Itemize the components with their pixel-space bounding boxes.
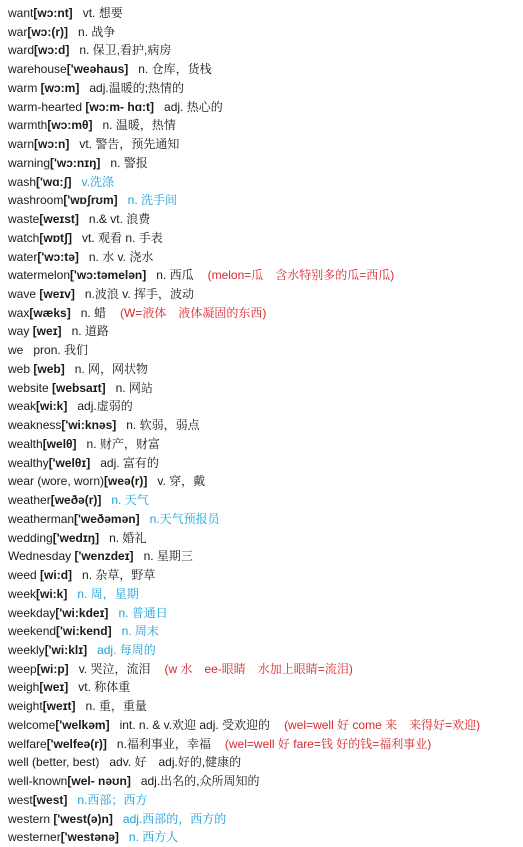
entry-definition: vt. 称体重 [78,680,131,695]
entry-word: welfare [8,736,47,751]
entry-phonetic: [weɪ] [39,680,69,695]
vocab-entry [8,248,520,267]
entry-word: watermelon [8,268,71,283]
entry-phonetic: [weɪt] [42,699,76,714]
entry-phonetic: ['wi:klɪ] [44,642,88,657]
vocab-entry [8,416,520,435]
entry-word: weekly [8,642,45,657]
entry-word: westerner [8,830,61,845]
entry-phonetic: ['wɔ:nɪŋ] [50,155,101,170]
entry-phonetic: [weðə(r)] [50,493,102,508]
entry-word: waste [8,212,40,227]
entry-word: ward [8,43,35,58]
entry-phonetic: [weɪst] [39,212,79,227]
entry-word: we [8,343,24,358]
entry-word: weak [8,399,37,414]
vocab-entry [8,379,520,398]
vocab-entry [8,41,520,60]
entry-definition: n. 战争 [78,24,116,39]
entry-word: weakness [8,418,62,433]
entry-word: week [8,586,37,601]
entry-definition: n. 洗手间 [127,193,178,208]
entry-word: weed [8,568,41,583]
entry-definition: adj.虚弱的 [77,399,133,414]
entry-phonetic: [wɔ:nt] [33,6,73,20]
entry-word: west [8,792,33,807]
entry-word: wealthy [8,455,49,470]
entry-definition: n. 蜡 [80,305,107,320]
entry-definition: n. 网站 [115,380,153,395]
entry-phonetic: [wɔ:m- hɑ:t] [85,99,155,114]
vocab-entry [8,360,520,379]
entry-definition: n. 财产，财富 [86,436,160,451]
entry-word: way [8,324,33,339]
entry-word: warm [8,80,41,95]
entry-memory-note: (w 水 ee-眼睛 水加上眼睛=流泪) [164,661,353,676]
entry-word: war [8,24,28,39]
entry-word: wear (wore, worn) [8,474,105,489]
entry-word: well (better, best) [8,755,100,770]
entry-phonetic: ['welkəm] [55,717,110,732]
entry-word: warehouse [8,62,67,77]
entry-phonetic: [weə(r)] [104,474,148,489]
entry-definition: vt. 警告，预先通知 [79,137,180,152]
entry-definition: n. 西瓜 [156,268,194,283]
entry-phonetic: [weɪv] [39,287,75,302]
vocab-entry [8,828,520,847]
entry-definition: n.天气预报员 [149,511,220,526]
vocab-entry [8,79,520,98]
entry-definition: n. 警报 [110,155,148,170]
entry-phonetic: [west] [32,792,68,807]
entry-phonetic: ['weðəmən] [74,511,140,526]
entry-phonetic: ['wi:knəs] [61,418,117,433]
entry-definition: v. 穿，戴 [157,474,206,489]
vocab-entry [8,697,520,716]
entry-definition: adj. 每周的 [97,642,156,657]
entry-phonetic: [weɪ] [32,324,62,339]
entry-phonetic: [wi:p] [36,661,69,676]
entry-phonetic: [wɒtʃ] [39,230,73,245]
vocab-entry [8,397,520,416]
vocab-entry [8,585,520,604]
entry-word: weep [8,661,37,676]
entry-definition: n. 重，重量 [85,699,147,714]
entry-word: weekend [8,624,57,639]
vocab-entry [8,547,520,566]
entry-definition: n. 天气 [111,493,149,508]
entry-definition: n. 网，网状物 [74,361,149,376]
entry-word: warn [8,137,35,152]
vocab-entry [8,753,520,772]
entry-definition: n. 温暖，热情 [102,118,176,133]
entry-definition: adj. 富有的 [100,455,159,470]
entry-phonetic: [wi:k] [36,586,68,601]
entry-word: water [8,249,38,264]
entry-definition: adv. 好 adj.好的,健康的 [109,755,242,770]
entry-word: welcome [8,717,56,732]
vocab-entry [8,641,520,660]
vocab-entry [8,266,520,285]
entry-definition: n. 西方人 [128,830,179,845]
entry-phonetic: [wɔ:(r)] [27,24,69,39]
vocab-entry [8,322,520,341]
vocab-entry [8,135,520,154]
vocab-entry [8,116,520,135]
entry-word: wedding [8,530,53,545]
entry-word: warm-hearted [8,99,86,114]
entry-definition: n. 杂草，野草 [82,568,156,583]
entry-definition: vt. 观看 n. 手表 [82,230,163,245]
entry-phonetic: ['westənə] [60,830,119,845]
entry-definition: pron. 我们 [33,343,89,358]
entry-phonetic: [wɔ:d] [34,43,70,58]
entry-memory-note: (melon=瓜 含水特别多的瓜=西瓜) [207,268,395,283]
entry-word: weight [8,699,43,714]
entry-definition: v. 哭泣，流泪 [78,661,151,676]
vocab-entry [8,435,520,454]
entry-definition: adj. 热心的 [164,99,223,114]
vocab-entry [8,735,520,754]
entry-phonetic: ['wɒʃrʊm] [63,193,118,208]
entry-phonetic: ['wɑ:ʃ] [36,174,72,189]
entry-phonetic: [wel- nəʊn] [67,774,131,789]
vocab-entry [8,341,520,360]
entry-word: wash [8,174,37,189]
vocab-entry [8,491,520,510]
entry-phonetic: [web] [33,361,65,376]
entry-definition: adj.西部的，西方的 [122,811,227,826]
entry-phonetic: [wɔ:mθ] [47,118,93,133]
entry-word: weather [8,493,51,508]
entry-definition: int. n. & v.欢迎 adj. 受欢迎的 [119,717,271,732]
entry-definition: n. 保卫,看护,病房 [79,43,172,58]
entry-word: warning [8,155,51,170]
entry-phonetic: ['welfeə(r)] [46,736,107,751]
entry-word: weekday [8,605,56,620]
vocab-entry [8,210,520,229]
vocab-entry [8,472,520,491]
entry-phonetic: [wi:d] [40,568,73,583]
vocab-entry [8,678,520,697]
vocab-entry [8,4,520,23]
entry-phonetic: ['wi:kend] [56,624,112,639]
vocab-entry [8,622,520,641]
vocab-entry [8,229,520,248]
entry-word: warmth [8,118,48,133]
entry-memory-note: (wel=well 好 come 来 来得好=欢迎) [284,717,481,732]
entry-phonetic: ['wi:kdeɪ] [55,605,109,620]
entry-word: website [8,380,53,395]
vocab-entry [8,772,520,791]
entry-word: Wednesday [8,549,75,564]
entry-phonetic: [wæks] [29,305,71,320]
entry-phonetic: ['wɔ:tə] [37,249,79,264]
entry-word: wax [8,305,30,320]
entry-memory-note: (W=液体 液体凝固的东西) [120,305,267,320]
entry-phonetic: [wɔ:m] [40,80,80,95]
entry-word: want [8,6,34,20]
vocab-entry [8,791,520,810]
vocab-entry [8,191,520,210]
entry-word: wave [8,287,40,302]
vocab-entry [8,154,520,173]
entry-phonetic: ['west(ə)n] [53,811,113,826]
vocab-entry [8,98,520,117]
entry-definition: n.& vt. 浪费 [88,212,151,227]
vocab-entry [8,660,520,679]
entry-phonetic: [wɔ:n] [34,137,70,152]
vocab-entry [8,810,520,829]
vocab-entry [8,716,520,735]
vocab-entry [8,604,520,623]
entry-definition: n. 星期三 [143,549,193,564]
vocab-entry [8,304,520,323]
vocab-entry [8,510,520,529]
vocab-entry [8,285,520,304]
entry-definition: n. 水 v. 浇水 [88,249,154,264]
entry-word: wealth [8,436,43,451]
entry-definition: n. 周，星期 [77,586,139,601]
entry-word: weigh [8,680,40,695]
entry-definition: n.福利事业，幸福 [116,736,211,751]
entry-word: web [8,361,34,376]
entry-phonetic: [wi:k] [36,399,68,414]
entry-phonetic: ['wɔ:təmelən] [70,268,147,283]
vocab-entry [8,529,520,548]
entry-definition: n.波浪 v. 挥手，波动 [84,287,195,302]
entry-definition: n. 道路 [71,324,109,339]
vocab-entry [8,454,520,473]
entry-word: weatherman [8,511,75,526]
vocab-entry [8,173,520,192]
entry-definition: n.西部；西方 [77,792,148,807]
entry-definition: n. 周末 [121,624,159,639]
entry-definition: n. 普通日 [118,605,168,620]
entry-phonetic: ['wedɪŋ] [52,530,100,545]
vocabulary-list [8,4,520,847]
entry-definition: n. 仓库，货栈 [138,62,212,77]
vocab-entry [8,566,520,585]
vocab-entry [8,60,520,79]
entry-phonetic: [websaɪt] [52,380,106,395]
entry-phonetic: ['welθɪ] [48,455,91,470]
entry-memory-note: (wel=well 好 fare=钱 好的钱=福利事业) [224,736,432,751]
entry-phonetic: [welθ] [42,436,77,451]
entry-definition: vt. 想要 [82,6,123,20]
entry-definition: v.洗涤 [81,174,114,189]
entry-phonetic: ['wenzdeɪ] [74,549,134,564]
entry-definition: n. 婚礼 [109,530,147,545]
entry-word: washroom [8,193,64,208]
entry-definition: n. 软弱，弱点 [126,418,200,433]
vocab-entry [8,23,520,42]
entry-definition: adj.温暖的;热情的 [89,80,185,95]
entry-definition: adj.出名的,众所周知的 [140,774,260,789]
entry-word: western [8,811,54,826]
entry-word: well-known [8,774,68,789]
entry-phonetic: ['weəhaus] [66,62,129,77]
entry-word: watch [8,230,40,245]
